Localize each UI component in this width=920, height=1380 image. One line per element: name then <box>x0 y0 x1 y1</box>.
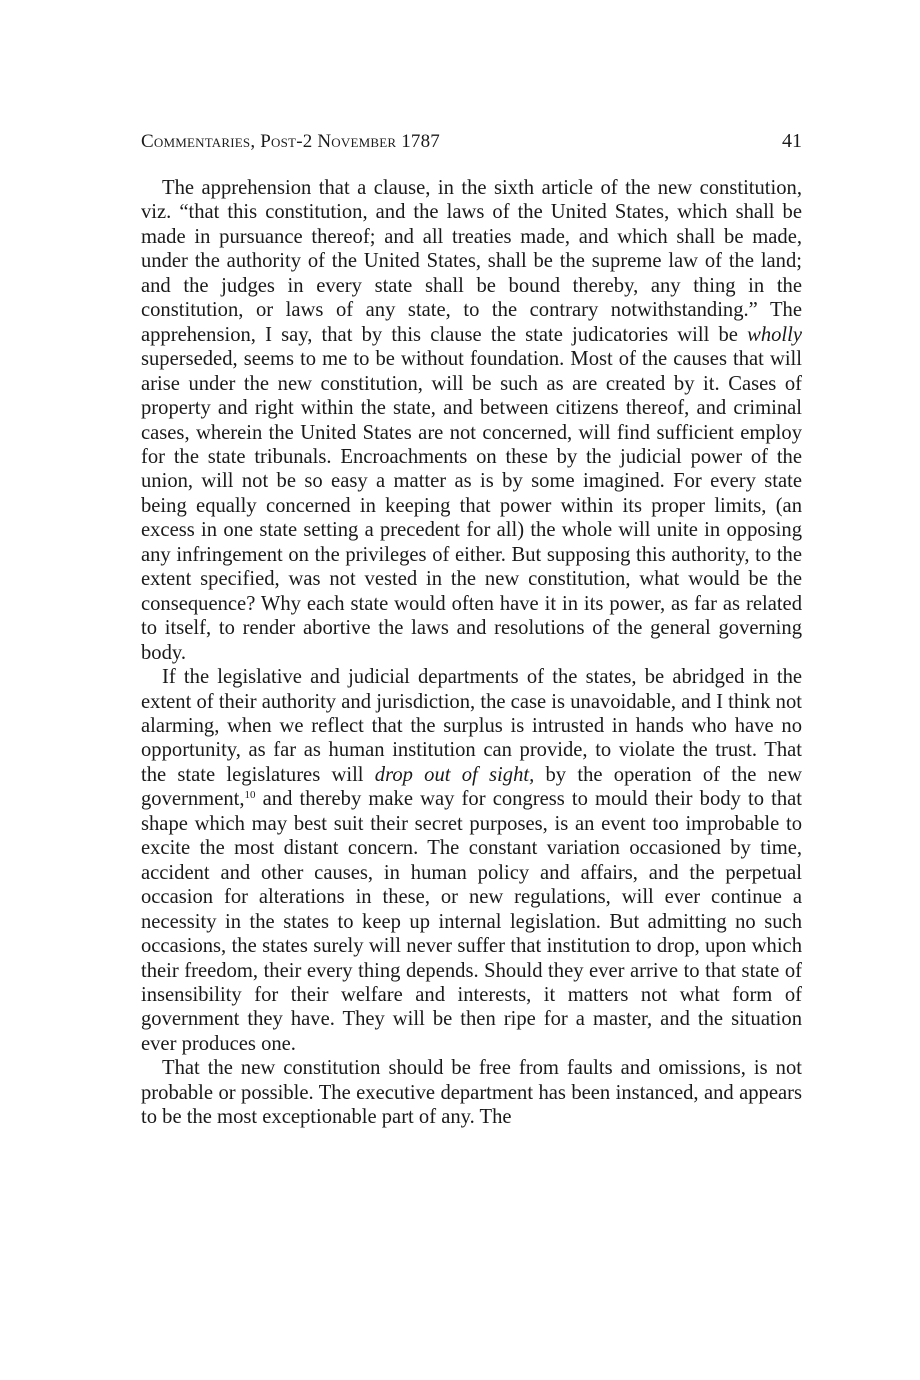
page-number: 41 <box>782 130 802 152</box>
paragraph <box>141 665 802 1056</box>
text-segment: superseded, seems to me to be without foundation. Most of the causes that will arise under the new constitution, will be such as are created by it. Cases of property and right within the state, and between citizens thereof, and criminal cases, wherein the United States are not concerned, will find sufficient employ for the state tribunals. Encroachments on these by the judicial power of the union, will not be so easy a matter as is by some imagined. For every state being equally concerned in keeping that power within its proper limits, (an excess in one state setting a precedent for all) the whole will unite in opposing any infringement on the privileges of either. But supposing this authority, to the extent specified, was not vested in the new constitution, what would be the consequence? Why each state would often have it in its power, as far as related to itself, to render abortive the laws and resolutions of the general governing body. <box>141 348 802 664</box>
document-page <box>141 130 802 1130</box>
italic-text: drop out of sight, <box>374 763 535 786</box>
text-segment: by the operation of the new government, <box>141 763 802 811</box>
text-segment: That the new constitution should be free from faults and omissions, is not probable or possible. The executive department has been instanced, and appears to be the most exceptionable part of any. The <box>141 1057 802 1129</box>
text-segment: If the legislative and judicial departments of the states, be abridged in the extent of their authority and jurisdiction, the case is unavoidable, and I think not alarming, when we reflect that the surplus is intrusted in hands who have no opportunity, as far as human institution can provide, to violate the trust. That the state legislatures will <box>141 666 802 786</box>
running-title: Commentaries, Post-2 November 1787 <box>141 131 441 152</box>
text-segment: and thereby make way for congress to mould their body to that shape which may best suit their secret purposes, is an event too improbable to excite the most distant concern. The constant variation occasioned by time, accident and other causes, in human policy and affairs, and the perpetual occasion for alterations in these, or new regulations, will ever continue a necessity in the states to keep up internal legislation. But admitting no such occasions, the states surely will never suffer that institution to drop, upon which their freedom, their every thing depends. Should they ever arrive to that state of insensibility for their welfare and interests, it matters not what form of government they have. They will be then ripe for a master, and the situation ever produces one. <box>141 788 802 1055</box>
running-head <box>141 130 802 156</box>
text-segment: The apprehension that a clause, in the sixth article of the new constitution, viz. “that this constitution, and the laws of the United States, which shall be made in pursuance thereof; and all treaties made, and which shall be made, under the authority of the United States, shall be the supreme law of the land; and the judges in every state shall be bound thereby, any thing in the constitution, or laws of any state, to the contrary notwithstanding.” The apprehension, I say, that by this clause the state judicatories will be <box>141 177 802 346</box>
body-text <box>141 176 802 1130</box>
italic-text: wholly <box>747 323 802 346</box>
paragraph <box>141 1056 802 1129</box>
paragraph <box>141 176 802 665</box>
footnote-reference: 10 <box>244 789 256 802</box>
